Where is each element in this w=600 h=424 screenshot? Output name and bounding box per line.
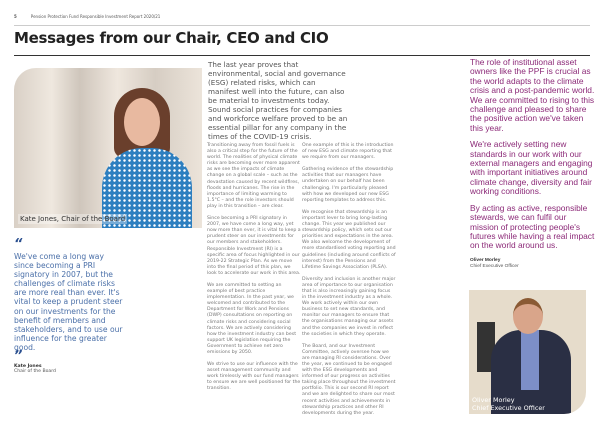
ceo-paragraph: By acting as active, responsible stewards, we can fulfil our mission of protecting people's futures while having a real impact on the world around us. bbox=[470, 202, 595, 251]
ceo-photo-caption-role: Chief Executive Officer bbox=[472, 403, 545, 412]
paragraph: We strive to use our influence with the asset management community and work tirelessly with our fund managers to ensure we are well positioned for the transition. bbox=[207, 362, 301, 392]
ceo-paragraph: We're actively setting new standards in our work with our external managers and engaging with important initiatives around climate change, diversity and fair working conditions. bbox=[470, 139, 593, 197]
report-title: Pension Protection Fund Responsible Investment Report 2020/21 bbox=[30, 14, 161, 19]
paragraph: Transitioning away from fossil fuels is also a critical step for the future of the world. The realities of physical climate risks are becoming ever more apparent as we see the impacts of climate change on a global scale – such as the devastation caused by recent wildfires, floods and hurricanes. The rise in the importance of limiting warming to 1.5°C – and the role investors should play in this transition – are clear. bbox=[207, 143, 300, 209]
quote-author-name: Kate Jones bbox=[14, 364, 42, 370]
chair-quote bbox=[14, 237, 126, 375]
ceo-photo bbox=[469, 290, 586, 414]
ceo-paragraph: The role of institutional asset owners like the PPF is crucial as the world adapts to the climate crisis and a post-pandemic world. We are committed to rising to this challenge and pleased to share the positive action we've taken this year. bbox=[470, 57, 595, 133]
paragraph: Diversity and inclusion is another major area of importance to our organisation that is also increasingly gaining focus in the investment industry as a whole. We work actively within our own business to set new standards, and monitor our managers to ensure that the organisations managing our assets and the companies we invest in reflect the societies in which they operate. bbox=[302, 276, 396, 337]
header-divider bbox=[14, 25, 590, 26]
body-column-1 bbox=[207, 143, 301, 399]
body-column-2 bbox=[302, 143, 396, 423]
ceo-photo-caption-name: Oliver Morley bbox=[472, 396, 515, 405]
close-quote-icon: ” bbox=[14, 349, 23, 365]
quote-text: We've come a long way since becoming a PRI signatory in 2007, but the challenges of climate risks are more real than ever. It's vital to keep a prudent steer on our investments for the benefit of members and stakeholders, and to use our influence for the greater good. bbox=[14, 252, 123, 352]
paragraph: We are committed to setting an example of best practice implementation. In the past year, we welcomed and contributed to the Department for Work and Pensions (DWP) consultations on reporting on climate risks and considering social factors. We are actively considering how the investment industry can best support UK legislation requiring the Government to achieve net zero emissions by 2050. bbox=[207, 282, 297, 355]
paragraph: Since becoming a PRI signatory in 2007, we have come a long way, yet now more than ever, it is vital to keep a prudent steer on our investments for our members and stakeholders. Responsible Investment (RI) is a specific area of focus highlighted in our 2019-22 Strategic Plan. As we move into the final period of this plan, we look to accelerate our work in this area. bbox=[207, 216, 301, 276]
page-number: 5 bbox=[14, 14, 17, 19]
open-quote-icon: “ bbox=[14, 237, 23, 252]
page-header bbox=[14, 14, 160, 19]
quote-author-role: Chair of the Board bbox=[14, 369, 56, 375]
paragraph: Gathering evidence of the stewardship activities that our managers have undertaken on our behalf has been challenging. I'm particularly pleased with how we developed our new ESG reporting templates to address this. bbox=[302, 167, 394, 203]
paragraph: One example of this is the introduction of new ESG and climate reporting that we require from our managers. bbox=[302, 143, 394, 161]
ceo-name: Oliver Morley bbox=[470, 257, 501, 263]
chair-photo bbox=[14, 68, 202, 228]
paragraph: The Board, and our Investment Committee, actively oversee how we are managing RI considerations. Over the year, we continued to be engaged with the ESG developments and informed of our progress on activities taking place throughout the investment portfolio. This is our second RI report and we are delighted to share our most recent activities and achievements in stewardship practices and other RI developments during the year. bbox=[302, 343, 396, 416]
paragraph: We recognise that stewardship is an important lever to bring long-lasting change. This year we published our stewardship policy, which sets out our priorities and expectations in the area. We also welcome the development of more standardised voting reporting and guidelines (including around conflicts of interest) from the Pensions and Lifetime Savings Association (PLSA). bbox=[302, 209, 396, 270]
intro-paragraph: The last year proves that environmental, social and governance (ESG) related risks, which can manifest well into the future, can also be material to investments today. Sound social practices for companies and workforce welfare proved to be an essential pillar for any company in the times of the COVID-19 crisis. bbox=[208, 60, 348, 141]
ceo-role: Chief Executive Officer bbox=[470, 263, 519, 269]
title-divider bbox=[14, 55, 590, 56]
chair-photo-caption: Kate Jones, Chair of the Board bbox=[20, 215, 126, 223]
page-title: Messages from our Chair, CEO and CIO bbox=[14, 29, 329, 47]
ceo-message bbox=[470, 58, 595, 288]
